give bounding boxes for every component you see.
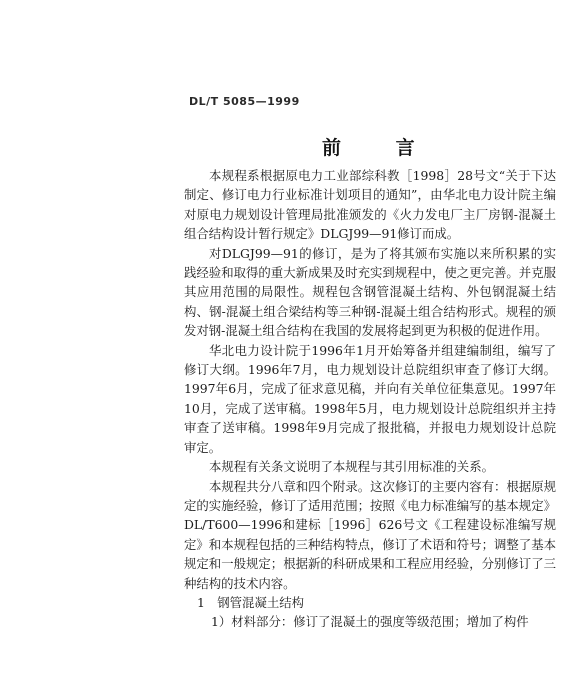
- paragraph-history: 华北电力设计院于1996年1月开始筹备并组建编制组，编写了修订大纲。1996年7月，电力规划设计总院组织审查了修订大纲。1997年6月，完成了征求意见稿，并向有关单位征集意见。1997年10月，完成了送审稿。1998年5月，电力规划设计总院组织并主持审查了送审稿。1998年9月完成了报批稿，并报电力规划设计总院审定。: [184, 342, 556, 455]
- list-item: 1 钢管混凝土结构: [197, 594, 305, 610]
- document-code: DL/T 5085—1999: [189, 95, 300, 108]
- paragraph-purpose: 对DLGJ99—91的修订，是为了将其颁布实施以来所积累的实践经验和取得的重大新成果及时充实到规程中，使之更完善。并克服其应用范围的局限性。规程包含钢管混凝土结构、外包钢混凝土结构、钢-混凝土组合梁结构等三种钢-混凝土组合结构形式。规程的颁发对钢-混凝土组合结构在我国的发展将起到更为积极的促进作用。: [184, 245, 556, 339]
- sub-list-item: 1）材料部分：修订了混凝土的强度等级范围；增加了构件: [211, 614, 529, 630]
- paragraph-relation: 本规程有关条文说明了本规程与其引用标准的关系。: [209, 459, 494, 475]
- page-title: 前 言: [322, 137, 439, 159]
- paragraph-origin: 本规程系根据原电力工业部综科教［1998］28号文“关于下达制定、修订电力行业标准计划项目的通知”，由华北电力设计院主编对原电力规划设计管理局批准颁发的《火力发电厂主厂房钢-混凝土组合结构设计暂行规定》DLGJ99—91修订而成。: [184, 168, 556, 242]
- paragraph-content: 本规程共分八章和四个附录。这次修订的主要内容有：根据原规定的实施经验，修订了适用范围；按照《电力标准编写的基本规定》DL/T600—1996和建标［1996］626号文《工程建设标准编写规定》和本规程包括的三种结构特点，修订了术语和符号；调整了基本规定和一般规定；根据新的科研成果和工程应用经验，分别修订了三种结构的技术内容。: [184, 478, 556, 591]
- preface-body: [184, 166, 556, 632]
